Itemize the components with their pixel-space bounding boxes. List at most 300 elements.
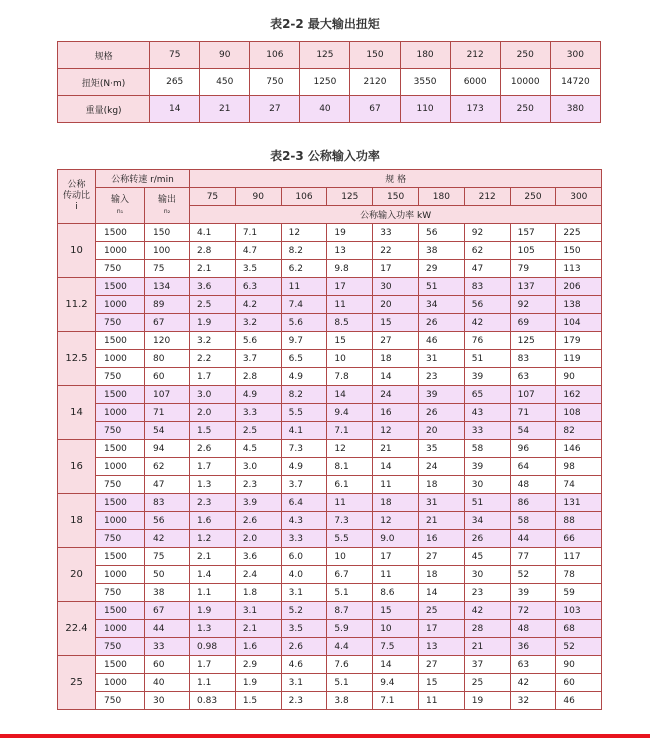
power-cell: 46 [556, 692, 602, 710]
power-cell: 6.7 [327, 566, 373, 584]
power-cell: 64 [510, 458, 556, 476]
torque-cell: 1250 [300, 69, 350, 96]
power-cell: 31 [419, 350, 465, 368]
power-cell: 5.9 [327, 620, 373, 638]
spec-cell: 212 [450, 42, 500, 69]
spec-cell: 180 [419, 188, 465, 206]
power-cell: 51 [419, 278, 465, 296]
power-cell: 104 [556, 314, 602, 332]
power-cell: 30 [373, 278, 419, 296]
power-cell: 39 [510, 584, 556, 602]
power-cell: 83 [464, 278, 510, 296]
power-cell: 3.6 [190, 278, 236, 296]
table-row [58, 512, 602, 530]
ratio-header: 公称 传动比 i [58, 170, 96, 224]
power-cell: 63 [510, 368, 556, 386]
power-cell: 3.5 [281, 620, 327, 638]
input-speed-cell: 1000 [96, 620, 145, 638]
input-speed-cell: 1500 [96, 278, 145, 296]
power-cell: 225 [556, 224, 602, 242]
table-row [58, 638, 602, 656]
power-cell: 3.6 [235, 548, 281, 566]
power-cell: 43 [464, 404, 510, 422]
power-cell: 98 [556, 458, 602, 476]
weight-cell: 250 [500, 96, 550, 123]
output-speed-cell: 62 [145, 458, 190, 476]
power-cell: 63 [510, 656, 556, 674]
power-cell: 56 [464, 296, 510, 314]
power-cell: 14 [373, 458, 419, 476]
power-cell: 103 [556, 602, 602, 620]
ratio-cell: 18 [58, 494, 96, 548]
power-cell: 2.4 [235, 566, 281, 584]
power-cell: 2.3 [281, 692, 327, 710]
power-cell: 14 [373, 656, 419, 674]
power-cell: 131 [556, 494, 602, 512]
power-cell: 17 [327, 278, 373, 296]
power-cell: 9.4 [327, 404, 373, 422]
power-cell: 107 [510, 386, 556, 404]
input-speed-cell: 750 [96, 422, 145, 440]
power-cell: 2.3 [190, 494, 236, 512]
power-cell: 16 [419, 530, 465, 548]
spec-cell: 300 [550, 42, 600, 69]
output-speed-cell: 94 [145, 440, 190, 458]
power-cell: 27 [419, 548, 465, 566]
power-cell: 2.6 [281, 638, 327, 656]
power-cell: 79 [510, 260, 556, 278]
power-cell: 146 [556, 440, 602, 458]
power-cell: 18 [419, 566, 465, 584]
power-cell: 5.5 [281, 404, 327, 422]
power-cell: 54 [510, 422, 556, 440]
torque-row [58, 69, 601, 96]
power-cell: 1.1 [190, 584, 236, 602]
power-cell: 15 [419, 674, 465, 692]
power-cell: 1.6 [190, 512, 236, 530]
torque-cell: 10000 [500, 69, 550, 96]
weight-cell: 14 [150, 96, 200, 123]
power-cell: 58 [510, 512, 556, 530]
power-cell: 7.1 [327, 422, 373, 440]
power-cell: 1.9 [190, 602, 236, 620]
output-speed-cell: 38 [145, 584, 190, 602]
input-speed-cell: 1500 [96, 386, 145, 404]
power-cell: 7.3 [327, 512, 373, 530]
power-cell: 1.8 [235, 584, 281, 602]
power-cell: 24 [419, 458, 465, 476]
power-cell: 26 [419, 404, 465, 422]
power-cell: 51 [464, 350, 510, 368]
power-cell: 2.1 [190, 260, 236, 278]
power-cell: 2.8 [235, 368, 281, 386]
power-cell: 92 [464, 224, 510, 242]
power-cell: 1.9 [190, 314, 236, 332]
power-cell: 1.7 [190, 368, 236, 386]
input-speed-cell: 1500 [96, 602, 145, 620]
table-row [58, 278, 602, 296]
table-row [58, 242, 602, 260]
power-cell: 9.8 [327, 260, 373, 278]
power-cell: 96 [510, 440, 556, 458]
power-cell: 15 [327, 332, 373, 350]
table-row [58, 494, 602, 512]
power-cell: 3.3 [281, 530, 327, 548]
power-cell: 4.7 [235, 242, 281, 260]
output-speed-cell: 80 [145, 350, 190, 368]
power-cell: 7.4 [281, 296, 327, 314]
power-cell: 26 [419, 314, 465, 332]
torque-cell: 6000 [450, 69, 500, 96]
power-cell: 11 [373, 476, 419, 494]
power-cell: 8.2 [281, 386, 327, 404]
power-cell: 3.9 [235, 494, 281, 512]
power-cell: 42 [464, 314, 510, 332]
output-speed-cell: 150 [145, 224, 190, 242]
power-cell: 58 [464, 440, 510, 458]
output-speed-cell: 50 [145, 566, 190, 584]
input-speed-cell: 750 [96, 368, 145, 386]
power-cell: 0.83 [190, 692, 236, 710]
power-cell: 8.6 [373, 584, 419, 602]
input-speed-cell: 750 [96, 260, 145, 278]
power-cell: 42 [464, 602, 510, 620]
table-row [58, 314, 602, 332]
power-cell: 42 [510, 674, 556, 692]
power-cell: 17 [419, 620, 465, 638]
table-row [58, 332, 602, 350]
power-cell: 157 [510, 224, 556, 242]
power-cell: 37 [464, 656, 510, 674]
output-speed-cell: 33 [145, 638, 190, 656]
table-row [58, 566, 602, 584]
power-header: 公称输入功率 kW [190, 206, 602, 224]
power-cell: 8.5 [327, 314, 373, 332]
power-cell: 18 [373, 350, 419, 368]
power-cell: 113 [556, 260, 602, 278]
power-cell: 34 [464, 512, 510, 530]
spec-cell: 212 [464, 188, 510, 206]
power-cell: 86 [510, 494, 556, 512]
power-cell: 8.7 [327, 602, 373, 620]
torque-cell: 750 [250, 69, 300, 96]
input-speed-cell: 750 [96, 584, 145, 602]
power-cell: 7.1 [373, 692, 419, 710]
spec-cell: 125 [300, 42, 350, 69]
power-cell: 56 [419, 224, 465, 242]
power-cell: 21 [373, 440, 419, 458]
power-cell: 13 [419, 638, 465, 656]
power-cell: 4.2 [235, 296, 281, 314]
power-cell: 14 [373, 368, 419, 386]
power-cell: 11 [373, 566, 419, 584]
power-cell: 12 [327, 440, 373, 458]
power-cell: 15 [373, 314, 419, 332]
table-2-2-title: 表2-2 最大输出扭矩 [270, 17, 380, 31]
power-cell: 11 [281, 278, 327, 296]
power-cell: 13 [327, 242, 373, 260]
power-cell: 2.3 [235, 476, 281, 494]
power-cell: 2.1 [235, 620, 281, 638]
power-cell: 33 [373, 224, 419, 242]
power-cell: 22 [373, 242, 419, 260]
table-row [58, 368, 602, 386]
power-cell: 4.3 [281, 512, 327, 530]
power-cell: 52 [556, 638, 602, 656]
input-speed-cell: 1500 [96, 440, 145, 458]
input-speed-cell: 1000 [96, 458, 145, 476]
output-speed-cell: 89 [145, 296, 190, 314]
input-speed-cell: 1000 [96, 566, 145, 584]
ratio-cell: 25 [58, 656, 96, 710]
power-cell: 125 [510, 332, 556, 350]
max-output-torque-table [57, 41, 601, 123]
torque-cell: 2120 [350, 69, 400, 96]
power-cell: 72 [510, 602, 556, 620]
output-speed-cell: 67 [145, 602, 190, 620]
header-row-2 [58, 188, 602, 206]
power-cell: 76 [464, 332, 510, 350]
table-row [58, 476, 602, 494]
power-cell: 2.5 [235, 422, 281, 440]
power-cell: 19 [464, 692, 510, 710]
spec-cell: 300 [556, 188, 602, 206]
power-cell: 4.1 [281, 422, 327, 440]
weight-row [58, 96, 601, 123]
output-speed-header [145, 188, 190, 224]
power-cell: 27 [373, 332, 419, 350]
power-cell: 1.4 [190, 566, 236, 584]
power-cell: 16 [373, 404, 419, 422]
power-cell: 3.5 [235, 260, 281, 278]
input-speed-cell: 1000 [96, 296, 145, 314]
power-cell: 39 [419, 386, 465, 404]
power-cell: 6.0 [281, 548, 327, 566]
power-cell: 3.0 [235, 458, 281, 476]
input-speed-cell: 1000 [96, 350, 145, 368]
power-cell: 5.5 [327, 530, 373, 548]
power-cell: 11 [327, 296, 373, 314]
power-cell: 29 [419, 260, 465, 278]
input-speed-cell: 750 [96, 476, 145, 494]
power-cell: 38 [419, 242, 465, 260]
table-row [58, 548, 602, 566]
power-cell: 6.2 [281, 260, 327, 278]
power-cell: 4.9 [281, 458, 327, 476]
power-cell: 71 [510, 404, 556, 422]
spec-header: 规 格 [190, 170, 602, 188]
power-cell: 3.3 [235, 404, 281, 422]
power-cell: 92 [510, 296, 556, 314]
ratio-cell: 12.5 [58, 332, 96, 386]
input-speed-cell: 1500 [96, 224, 145, 242]
power-cell: 20 [373, 296, 419, 314]
power-cell: 28 [464, 620, 510, 638]
power-cell: 1.9 [235, 674, 281, 692]
power-cell: 3.0 [190, 386, 236, 404]
power-cell: 77 [510, 548, 556, 566]
input-speed-cell: 750 [96, 638, 145, 656]
power-cell: 12 [281, 224, 327, 242]
output-speed-cell: 107 [145, 386, 190, 404]
power-cell: 10 [327, 548, 373, 566]
power-cell: 8.2 [281, 242, 327, 260]
power-cell: 25 [464, 674, 510, 692]
table-row [58, 260, 602, 278]
input-speed-cell: 1500 [96, 332, 145, 350]
nominal-input-power-table [57, 169, 602, 710]
output-label: 输出 [158, 194, 177, 205]
power-cell: 105 [510, 242, 556, 260]
torque-cell: 265 [150, 69, 200, 96]
power-cell: 20 [419, 422, 465, 440]
torque-cell: 450 [200, 69, 250, 96]
power-cell: 4.9 [281, 368, 327, 386]
power-cell: 1.3 [190, 620, 236, 638]
power-cell: 48 [510, 620, 556, 638]
power-cell: 4.6 [281, 656, 327, 674]
power-cell: 2.9 [235, 656, 281, 674]
power-cell: 7.6 [327, 656, 373, 674]
power-cell: 7.8 [327, 368, 373, 386]
power-cell: 4.9 [235, 386, 281, 404]
output-speed-cell: 60 [145, 656, 190, 674]
table-row [58, 692, 602, 710]
power-cell: 2.5 [190, 296, 236, 314]
output-speed-cell: 44 [145, 620, 190, 638]
table-row [58, 350, 602, 368]
power-cell: 7.3 [281, 440, 327, 458]
power-cell: 52 [510, 566, 556, 584]
power-cell: 3.1 [281, 584, 327, 602]
power-cell: 5.2 [281, 602, 327, 620]
power-cell: 62 [464, 242, 510, 260]
power-cell: 34 [419, 296, 465, 314]
power-cell: 3.1 [281, 674, 327, 692]
table-2-3-title: 表2-3 公称输入功率 [270, 149, 380, 163]
bottom-red-rule [0, 734, 650, 738]
input-speed-cell: 750 [96, 692, 145, 710]
power-cell: 137 [510, 278, 556, 296]
output-speed-cell: 40 [145, 674, 190, 692]
power-cell: 12 [373, 512, 419, 530]
power-cell: 19 [327, 224, 373, 242]
table-row [58, 422, 602, 440]
spec-cell: 75 [150, 42, 200, 69]
power-cell: 33 [464, 422, 510, 440]
power-cell: 30 [464, 476, 510, 494]
ratio-cell: 11.2 [58, 278, 96, 332]
power-cell: 117 [556, 548, 602, 566]
power-cell: 4.5 [235, 440, 281, 458]
power-cell: 138 [556, 296, 602, 314]
power-cell: 82 [556, 422, 602, 440]
header-row-1 [58, 170, 602, 188]
power-cell: 1.5 [235, 692, 281, 710]
power-cell: 2.6 [235, 512, 281, 530]
ratio-cell: 14 [58, 386, 96, 440]
power-cell: 32 [510, 692, 556, 710]
spec-row [58, 42, 601, 69]
power-cell: 35 [419, 440, 465, 458]
weight-cell: 173 [450, 96, 500, 123]
power-cell: 27 [419, 656, 465, 674]
input-speed-cell: 1000 [96, 404, 145, 422]
power-cell: 21 [419, 512, 465, 530]
power-cell: 10 [373, 620, 419, 638]
spec-cell: 250 [500, 42, 550, 69]
torque-label: 扭矩(N·m) [58, 69, 150, 96]
power-cell: 44 [510, 530, 556, 548]
weight-cell: 27 [250, 96, 300, 123]
power-cell: 3.7 [281, 476, 327, 494]
power-cell: 206 [556, 278, 602, 296]
output-speed-cell: 47 [145, 476, 190, 494]
speed-header: 公称转速 r/min [96, 170, 190, 188]
output-sub: n₂ [163, 207, 171, 215]
power-cell: 7.5 [373, 638, 419, 656]
power-cell: 162 [556, 386, 602, 404]
power-cell: 9.7 [281, 332, 327, 350]
power-cell: 4.4 [327, 638, 373, 656]
spec-cell: 250 [510, 188, 556, 206]
power-cell: 3.1 [235, 602, 281, 620]
power-cell: 12 [373, 422, 419, 440]
power-cell: 24 [373, 386, 419, 404]
output-speed-cell: 75 [145, 548, 190, 566]
power-cell: 2.0 [235, 530, 281, 548]
power-cell: 1.1 [190, 674, 236, 692]
power-cell: 2.8 [190, 242, 236, 260]
power-cell: 2.1 [190, 548, 236, 566]
power-cell: 2.0 [190, 404, 236, 422]
power-cell: 60 [556, 674, 602, 692]
output-speed-cell: 42 [145, 530, 190, 548]
power-cell: 3.7 [235, 350, 281, 368]
power-cell: 14 [419, 584, 465, 602]
spec-cell: 75 [190, 188, 236, 206]
power-cell: 1.7 [190, 656, 236, 674]
table-row [58, 620, 602, 638]
power-cell: 15 [373, 602, 419, 620]
input-speed-cell: 1500 [96, 494, 145, 512]
power-cell: 68 [556, 620, 602, 638]
power-cell: 30 [464, 566, 510, 584]
spec-cell: 106 [250, 42, 300, 69]
power-cell: 23 [419, 368, 465, 386]
power-cell: 48 [510, 476, 556, 494]
power-cell: 150 [556, 242, 602, 260]
input-speed-cell: 1000 [96, 512, 145, 530]
table-row [58, 296, 602, 314]
power-cell: 90 [556, 656, 602, 674]
power-cell: 5.6 [281, 314, 327, 332]
power-cell: 119 [556, 350, 602, 368]
weight-label: 重量(kg) [58, 96, 150, 123]
spec-cell: 90 [235, 188, 281, 206]
power-cell: 9.0 [373, 530, 419, 548]
power-cell: 0.98 [190, 638, 236, 656]
spec-cell: 106 [281, 188, 327, 206]
power-cell: 25 [419, 602, 465, 620]
power-cell: 36 [510, 638, 556, 656]
table-row [58, 656, 602, 674]
input-speed-cell: 1000 [96, 674, 145, 692]
power-cell: 18 [419, 476, 465, 494]
power-cell: 69 [510, 314, 556, 332]
spec-cell: 125 [327, 188, 373, 206]
input-sub: n₁ [116, 207, 124, 215]
